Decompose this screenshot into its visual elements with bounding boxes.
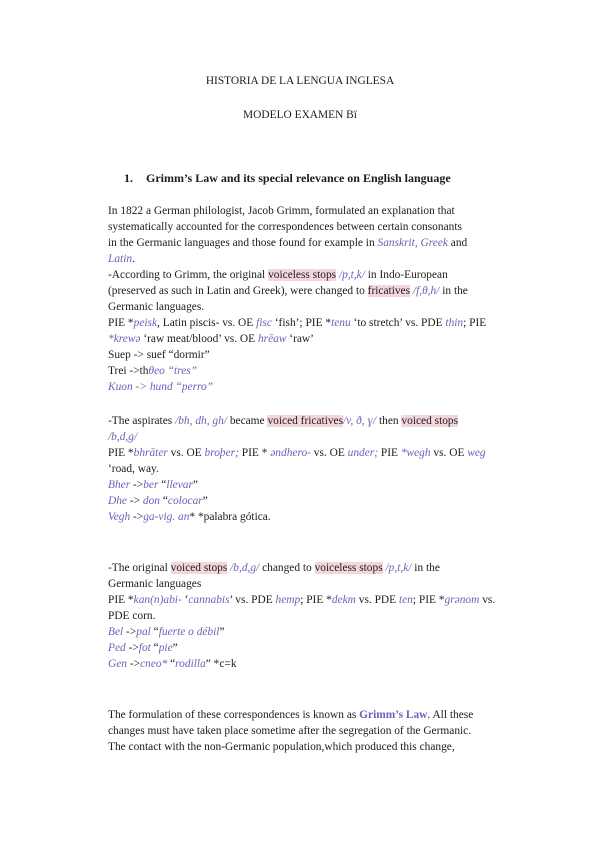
rule3-line-1: -The original voiced stops /b,d,g/ changed to voiceless stops /p,t,k/ in the [108, 562, 440, 574]
highlight-voiceless-stops: voiceless stops [268, 269, 337, 281]
conclusion-line-2: changes must have taken place sometime after the segregation of the Germanic. [108, 725, 472, 737]
rule2-line-5: Bher ->ber “llevar” [108, 479, 198, 491]
rule1-line-3: Germanic languages. [108, 301, 205, 313]
rule2-line-7: Vegh ->ga-vig. an* *palabra gótica. [108, 511, 271, 523]
intro-line-4: Latin. [108, 253, 135, 265]
rule3-line-4: PDE corn. [108, 610, 156, 622]
rule2-line-2: /b,d,g/ [108, 431, 138, 443]
rule2-line-4: ‘road, way. [108, 463, 159, 475]
rule1-line-5: *krewə ‘raw meat/blood’ vs. OE hrēaw ‘raw’ [108, 333, 314, 345]
rule1-line-1: -According to Grimm, the original voiceless stops /p,t,k/ in Indo-European [108, 269, 448, 281]
rule3-line-6: Ped ->fot “pie” [108, 642, 178, 654]
rule3-line-2: Germanic languages [108, 578, 202, 590]
rule2-line-6: Dhe -> don “colocar” [108, 495, 208, 507]
highlight-fricatives: fricatives [367, 285, 411, 297]
section-number: 1. [124, 171, 133, 185]
rule1-line-7: Trei ->thθeo “tres” [108, 365, 198, 377]
rule3-line-3: PIE *kan(n)abi- ‘cannabis’ vs. PDE hemp; PIE *dekm vs. PDE ten; PIE *grənom vs. [108, 594, 496, 606]
document-title: HISTORIA DE LA LENGUA INGLESA [205, 75, 395, 87]
conclusion-line-1: The formulation of these correspondences is known as Grimm’s Law. All these [108, 709, 474, 721]
rule1-line-6: Suep -> suef “dormir” [108, 349, 210, 361]
grimms-law-term: Grimm’s Law [359, 709, 428, 721]
highlight-voiceless-stops-2: voiceless stops [314, 562, 383, 574]
section-heading: Grimm’s Law and its special relevance on English language [146, 171, 451, 185]
intro-line-1: In 1822 a German philologist, Jacob Grimm, formulated an explanation that [108, 205, 455, 217]
intro-line-3: in the Germanic languages and those found for example in Sanskrit, Greek and [108, 237, 468, 249]
conclusion-line-3: The contact with the non-Germanic population,which produced this change, [108, 741, 455, 753]
document-subtitle: MODELO EXAMEN Bï [243, 109, 357, 121]
rule1-line-2: (preserved as such in Latin and Greek), were changed to fricatives /f,θ,h/ in the [108, 285, 468, 297]
rule1-line-4: PIE *peisk, Latin piscis- vs. OE fisc ‘fish’; PIE *tenu ‘to stretch’ vs. PDE thin; PIE [108, 317, 487, 329]
rule2-line-3: PIE *bhrāter vs. OE broþer; PIE * əndhero- vs. OE under; PIE *wegh vs. OE weg [108, 447, 486, 459]
highlight-voiced-stops: voiced stops [401, 415, 459, 427]
rule3-line-7: Gen ->cneo* “rodilla” *c=k [108, 658, 237, 670]
highlight-voiced-fricatives: voiced fricatives [267, 415, 344, 427]
highlight-voiced-stops-2: voiced stops [170, 562, 228, 574]
rule3-line-5: Bel ->pal “fuerte o débil” [108, 626, 225, 638]
rule1-line-8: Kuon -> hund “perro” [108, 381, 214, 393]
rule2-line-1: -The aspirates /bh, dh, gh/ became voiced fricatives/v, ð, ɣ/ then voiced stops [108, 415, 459, 427]
intro-line-2: systematically accounted for the correspondences between certain consonants [108, 221, 462, 233]
language-names: Sanskrit, Greek [377, 237, 448, 249]
